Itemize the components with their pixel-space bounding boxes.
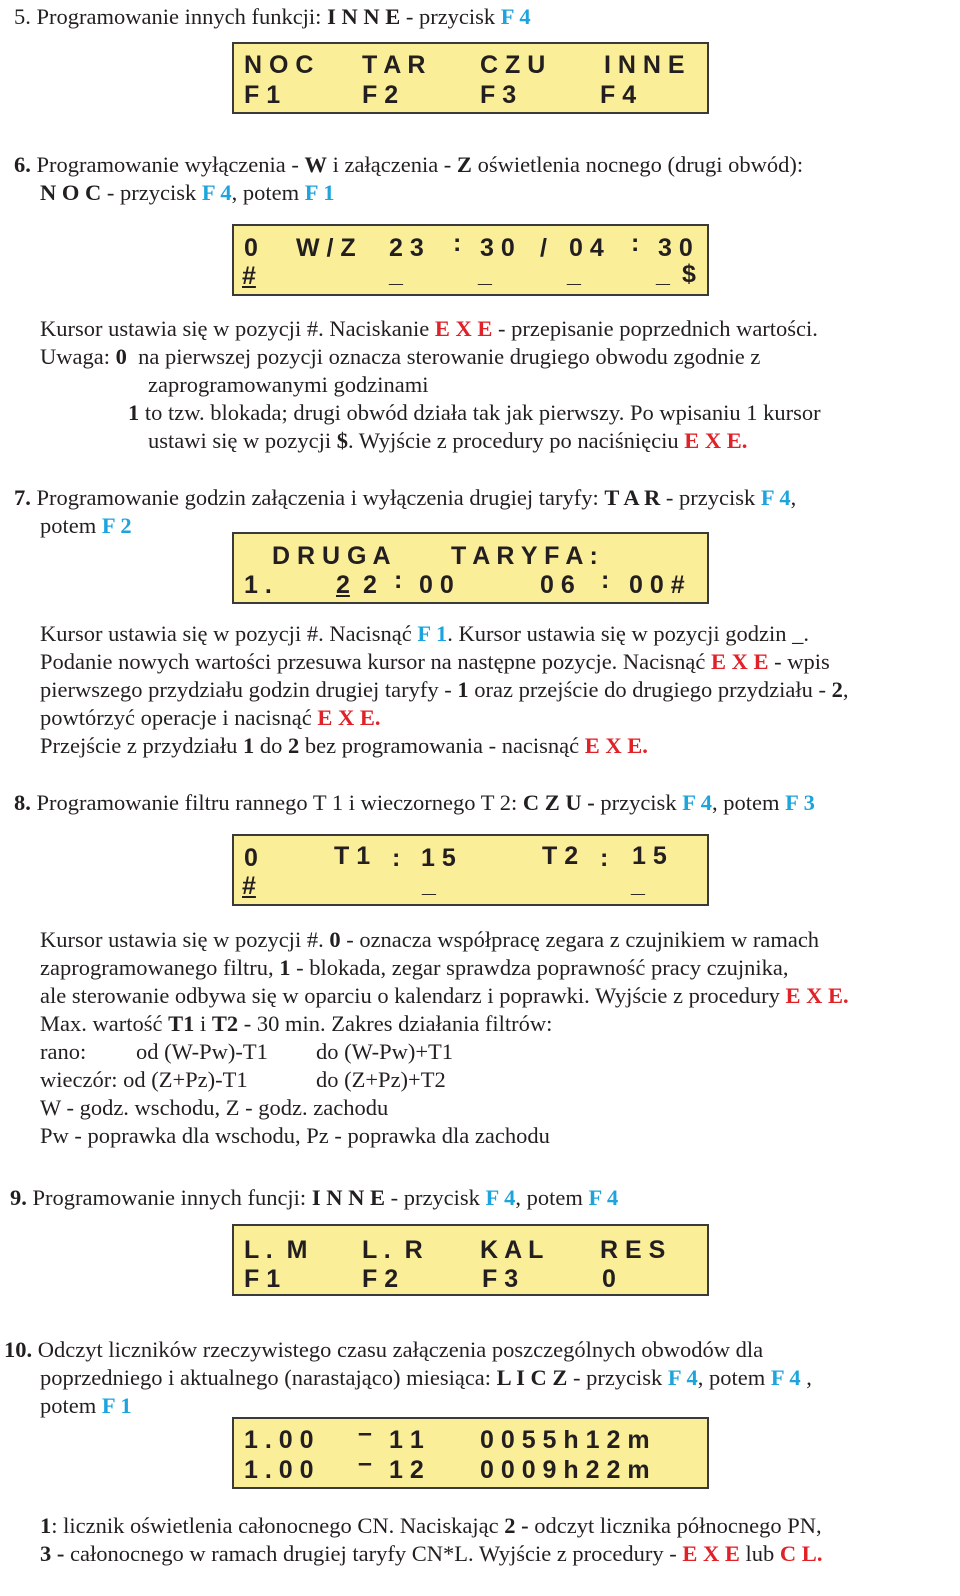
section-number: 9. xyxy=(10,1185,27,1210)
lcd-text: : xyxy=(631,229,640,257)
lcd-text: 1 . xyxy=(244,571,272,599)
lcd-text: 1 5 xyxy=(632,842,667,870)
section-9-heading: 9. Programowanie innych funcji: I N N E - przycisk F 4, potem F 4 xyxy=(10,1185,619,1210)
lcd-text: _ xyxy=(389,260,403,288)
lcd-text: N O C xyxy=(244,51,314,79)
lcd-cursor: # xyxy=(242,262,256,290)
lcd-text: 2 xyxy=(363,571,377,599)
text-line: Kursor ustawia się w pozycji #. Nacisnąć F 1. Kursor ustawia się w pozycji godzin _. xyxy=(40,621,810,646)
lcd-text: 0 6 xyxy=(540,571,575,599)
lcd-text: T A R xyxy=(362,51,426,79)
text-line: ustawi się w pozycji $. Wyjście z procedury po naciśnięciu E X E. xyxy=(148,428,748,453)
lcd-text: $ xyxy=(682,260,696,288)
text-line: 1 to tzw. blokada; drugi obwód działa tak jak pierwszy. Po wpisaniu 1 kursor xyxy=(128,400,821,425)
lcd-text: F 3 xyxy=(482,1265,519,1293)
lcd-text: : xyxy=(453,229,462,257)
text-line: ale sterowanie odbywa się w oparciu o kalendarz i poprawki. Wyjście z procedury E X E. xyxy=(40,983,849,1008)
lcd-text: : xyxy=(601,566,610,594)
text-line: Uwaga: 0 na pierwszej pozycji oznacza sterowanie drugiego obwodu zgodnie z xyxy=(40,344,761,369)
text-line: W - godz. wschodu, Z - godz. zachodu xyxy=(40,1095,389,1120)
lcd-text: I N N E xyxy=(604,51,685,79)
lcd-text: T 2 xyxy=(542,842,579,870)
lcd-text: – xyxy=(358,1419,372,1447)
lcd-text: 1 5 xyxy=(421,844,456,872)
lcd-text: K A L xyxy=(480,1236,544,1264)
lcd-text: F 1 xyxy=(244,1265,281,1293)
lcd-text: 0 xyxy=(244,844,258,872)
lcd-text: 0 0 # xyxy=(629,571,685,599)
section-5-heading: 5. Programowanie innych funkcji: I N N E - przycisk F 4 xyxy=(14,4,531,29)
section-10-line-2: poprzedniego i aktualnego (narastająco) miesiąca: L I C Z - przycisk F 4, potem F 4 , xyxy=(40,1365,812,1390)
lcd-text: / xyxy=(540,234,547,262)
text-line: do (W-Pw)+T1 xyxy=(316,1039,454,1064)
lcd-text: : xyxy=(394,566,403,594)
text-line: rano: xyxy=(40,1039,87,1064)
lcd-text: _ xyxy=(631,870,645,898)
lcd-display-filter xyxy=(232,834,709,906)
lcd-text: _ xyxy=(656,260,670,288)
lcd-text: R E S xyxy=(600,1236,666,1264)
lcd-text: _ xyxy=(422,870,436,898)
lcd-cursor: # xyxy=(242,872,256,900)
section-6-heading: 6. Programowanie wyłączenia - W i załączenia - Z oświetlenia nocnego (drugi obwód): xyxy=(14,152,804,177)
lcd-text: F 4 xyxy=(600,81,637,109)
lcd-display-counters xyxy=(232,1417,709,1489)
lcd-display-night-light xyxy=(232,224,709,296)
lcd-text: 3 0 xyxy=(658,234,693,262)
lcd-text: C Z U xyxy=(480,51,546,79)
section-6-line-2: N O C - przycisk F 4, potem F 1 xyxy=(40,180,335,205)
lcd-cursor: 2 xyxy=(336,571,350,599)
section-number: 7. xyxy=(14,485,31,510)
lcd-text: 0 0 0 9 h 2 2 m xyxy=(480,1456,650,1484)
section-number: 8. xyxy=(14,790,31,815)
lcd-display-second-tariff xyxy=(232,532,709,604)
lcd-text: 0 4 xyxy=(569,234,604,262)
text-line: Podanie nowych wartości przesuwa kursor na następne pozycje. Nacisnąć E X E - wpis xyxy=(40,649,830,674)
text-line: wieczór: od (Z+Pz)-T1 xyxy=(40,1067,248,1092)
text-line: zaprogramowanego filtru, 1 - blokada, zegar sprawdza poprawność pracy czujnika, xyxy=(40,955,789,980)
lcd-text: 1 1 xyxy=(389,1426,424,1454)
section-10-line-3: potem F 1 xyxy=(40,1393,132,1418)
text-line: 1: licznik oświetlenia całonocnego CN. Naciskając 2 - odczyt licznika północnego PN, xyxy=(40,1513,822,1538)
text-line: zaprogramowanymi godzinami xyxy=(148,372,429,397)
lcd-text: 0 xyxy=(244,234,258,262)
lcd-text: D R U G A xyxy=(272,542,391,570)
lcd-text: T 1 xyxy=(334,842,371,870)
lcd-text: F 2 xyxy=(362,81,399,109)
lcd-text: _ xyxy=(478,260,492,288)
text-line: Pw - poprawka dla wschodu, Pz - poprawka dla zachodu xyxy=(40,1123,550,1148)
lcd-text: – xyxy=(358,1449,372,1477)
lcd-text: F 1 xyxy=(244,81,281,109)
lcd-text: F 3 xyxy=(480,81,517,109)
lcd-text: T A R Y F A : xyxy=(451,542,598,570)
lcd-text: L . M xyxy=(244,1236,308,1264)
section-10-heading: 10. Odczyt liczników rzeczywistego czasu załączenia poszczególnych obwodów dla xyxy=(4,1337,764,1362)
lcd-text: 0 0 xyxy=(419,571,454,599)
lcd-text: : xyxy=(392,844,401,872)
lcd-text: 3 0 xyxy=(480,234,515,262)
lcd-text: L . R xyxy=(362,1236,423,1264)
section-number: 6. xyxy=(14,152,31,177)
text-line: do (Z+Pz)+T2 xyxy=(316,1067,446,1092)
section-number: 10. xyxy=(4,1337,33,1362)
text-line: Przejście z przydziału 1 do 2 bez programowania - nacisnąć E X E. xyxy=(40,733,648,758)
text-line: od (W-Pw)-T1 xyxy=(136,1039,268,1064)
section-8-heading: 8. Programowanie filtru rannego T 1 i wieczornego T 2: C Z U - przycisk F 4, potem F 3 xyxy=(14,790,815,815)
lcd-text: F 2 xyxy=(362,1265,399,1293)
lcd-display-other-functions xyxy=(232,1224,709,1296)
lcd-text: 2 3 xyxy=(389,234,424,262)
text-line: 3 - całonocnego w ramach drugiej taryfy CN*L. Wyjście z procedury - E X E lub C L. xyxy=(40,1541,823,1566)
lcd-text: 1 . 0 0 xyxy=(244,1426,314,1454)
lcd-text: W / Z xyxy=(296,234,356,262)
text-line: powtórzyć operacje i nacisnąć E X E. xyxy=(40,705,381,730)
lcd-display-main-menu xyxy=(232,42,709,114)
lcd-text: 0 0 5 5 h 1 2 m xyxy=(480,1426,650,1454)
lcd-text: _ xyxy=(567,260,581,288)
section-7-heading: 7. Programowanie godzin załączenia i wyłączenia drugiej taryfy: T A R - przycisk F 4, xyxy=(14,485,797,510)
text-line: Kursor ustawia się w pozycji #. 0 - oznacza współpracę zegara z czujnikiem w ramach xyxy=(40,927,820,952)
text-line: Kursor ustawia się w pozycji #. Naciskanie E X E - przepisanie poprzednich wartości. xyxy=(40,316,818,341)
lcd-text: 1 . 0 0 xyxy=(244,1456,314,1484)
lcd-text: 0 xyxy=(602,1265,616,1293)
lcd-text: : xyxy=(600,844,609,872)
text-line: pierwszego przydziału godzin drugiej taryfy - 1 oraz przejście do drugiego przydziału - 2, xyxy=(40,677,849,702)
section-7-line-2: potem F 2 xyxy=(40,513,132,538)
section-number: 5. xyxy=(14,4,31,29)
lcd-text: 1 2 xyxy=(389,1456,424,1484)
text-line: Max. wartość T1 i T2 - 30 min. Zakres działania filtrów: xyxy=(40,1011,553,1036)
